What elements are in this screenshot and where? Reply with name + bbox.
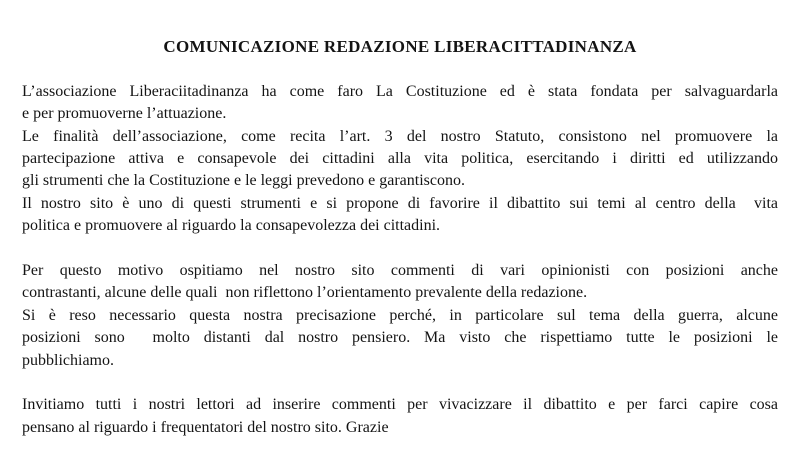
text-line: Le finalità dell’associazione, come recita l’art. 3 del nostro Statuto, consistono nel promuovere la [22,127,778,145]
text-line: pensano al riguardo i frequentatori del nostro sito. Grazie [22,418,389,436]
text-line: pubblichiamo. [22,351,114,369]
document-body [22,81,778,439]
paragraph [22,126,778,193]
text-line: posizioni sono molto distanti dal nostro pensiero. Ma visto che rispettiamo tutte le posizioni le [22,329,778,347]
text-line: politica e promuovere al riguardo la consapevolezza dei cittadini. [22,217,441,235]
paragraph [22,260,778,305]
text-line: contrastanti, alcune delle quali non riflettono l’orientamento prevalente della redazione. [22,284,588,302]
text-line: L’associazione Liberaciitadinanza ha come faro La Costituzione ed è stata fondata per salvaguardarla [22,82,778,100]
text-line: Invitiamo tutti i nostri lettori ad inserire commenti per vivacizzare il dibattito e per farci capire cosa [22,396,778,414]
text-line: Si è reso necessario questa nostra precisazione perché, in particolare sul tema della guerra, alcune [22,306,778,324]
paragraph-spacer [22,238,778,260]
text-line: partecipazione attiva e consapevole dei cittadini alla vita politica, esercitando i diritti ed utilizzando [22,150,778,168]
paragraph [22,81,778,126]
text-line: Per questo motivo ospitiamo nel nostro sito commenti di vari opinionisti con posizioni anche [22,262,778,280]
text-line: Il nostro sito è uno di questi strumenti e si propone di favorire il dibattito sui temi al centro della vita [22,194,778,212]
paragraph-spacer [22,372,778,394]
paragraph [22,394,778,439]
paragraph [22,193,778,238]
document-title: COMUNICAZIONE REDAZIONE LIBERACITTADINANZA [163,37,637,56]
text-line: gli strumenti che la Costituzione e le leggi prevedono e garantiscono. [22,172,465,190]
text-line: e per promuoverne l’attuazione. [22,105,227,123]
paragraph [22,305,778,372]
